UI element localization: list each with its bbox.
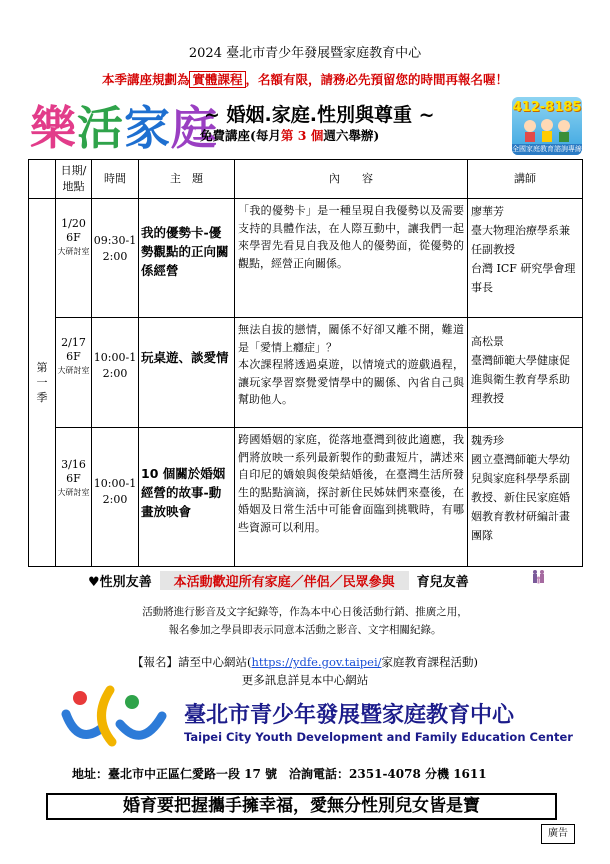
header-date: 日期/地點 (56, 160, 92, 199)
hotline-badge (512, 97, 582, 155)
table-row (29, 318, 583, 428)
session-content: 「我的優勢卡」是一種呈現自我優勢以及需要支持的具體作法，在人際互動中，讓我們一起來學習先看見自我及他人的優勢面，從優勢的觀點，經營正向關係。 (235, 199, 468, 318)
ad-label: 廣告 (541, 824, 575, 844)
address-contact: 地址：臺北市中正區仁愛路一段 17 號 洽詢電話：2351-4078 分機 1611 (72, 767, 487, 781)
signup-suffix: 家庭教育課程活動) (381, 655, 479, 669)
session-lecturer: 高松景 臺灣師範大學健康促進與衛生教育學系助理教授 (468, 318, 583, 428)
family-icon (531, 569, 547, 585)
table-header-row (29, 160, 583, 199)
welcome-all-text: 本活動歡迎所有家庭／伴侶／民眾參與 (160, 571, 409, 590)
session-content: 無法自拔的戀情，關係不好卻又離不開，難道是「愛情上癮症」？ 本次課程將透過桌遊，以情境式的遊戲過程，讓玩家學習察覺愛情學中的關係、內省自己與幫助他人。 (235, 318, 468, 428)
table-row (29, 199, 583, 318)
session-date: 3/16 6F 大研討室 (56, 428, 92, 567)
notice-banner (0, 70, 610, 88)
organization-name-zh: 臺北市青少年發展暨家庭教育中心 (184, 703, 515, 728)
free-prefix: 免費講座(每月 (200, 128, 281, 143)
session-lecturer: 廖華芳 臺大物理治療學系兼任副教授 台灣 ICF 研究學會理事長 (468, 199, 583, 318)
header-time: 時間 (92, 160, 139, 199)
gender-friendly-label: ♥性別友善 (88, 575, 152, 590)
slogan-box: 婚育要把握攜手擁幸福，愛無分性別兒女皆是寶 (46, 793, 557, 820)
notice-text-after: ，名額有限，請務必先預留您的時間再報名喔！ (245, 72, 509, 87)
brand-logo-text (30, 92, 218, 158)
center-logo-icon (58, 684, 170, 756)
brand-char-1: 樂 (30, 101, 77, 155)
recording-notice-line1: 活動將進行影音及文字紀錄等，作為本中心日後活動行銷、推廣之用， (142, 606, 468, 618)
session-time: 10:00-12:00 (92, 318, 139, 428)
header-lecturer: 講師 (468, 160, 583, 199)
series-subtitle: ~ 婚姻.家庭.性別與尊重 ~ (204, 104, 435, 126)
hotline-caption: 全國家庭教育諮詢專線 (512, 145, 582, 153)
brand-char-3: 家 (124, 101, 171, 155)
session-date: 2/17 6F 大研討室 (56, 318, 92, 428)
season-label: 第一季 (29, 199, 56, 567)
brand-char-4: 庭 (171, 101, 218, 155)
recording-notice-line2: 報名參加之學員即表示同意本活動之影音、文字相關紀錄。 (168, 624, 442, 636)
session-time: 09:30-12:00 (92, 199, 139, 318)
session-lecturer: 魏秀珍 國立臺灣師範大學幼兒與家庭科學學系副教授、新住民家庭婚姻教育教材研編計畫團隊 (468, 428, 583, 567)
free-highlight: 第 3 個 (280, 128, 324, 143)
header-topic: 主 題 (139, 160, 235, 199)
free-lecture-note (200, 126, 379, 144)
more-info-text: 更多訊息詳見本中心網站 (241, 673, 369, 687)
session-content: 跨國婚姻的家庭，從落地臺灣到彼此適應，我們將放映一系列最新製作的動畫短片，講述來自印尼的嬌娘與俊榮結婚後，在臺灣生活所發生的點點滴滴，探討新住民姊妹們來臺後，在婚姻及日常生活中可能會面臨到挑戰時，有哪些資源可以利用。 (235, 428, 468, 567)
session-date: 1/20 6F 大研討室 (56, 199, 92, 318)
brand-char-2: 活 (77, 101, 124, 155)
notice-boxed-text: 實體課程 (189, 71, 245, 88)
parenting-friendly-label: 育兒友善 (416, 575, 469, 590)
friendly-banner (88, 571, 469, 590)
session-topic: 我的優勢卡-優勢觀點的正向關係經營 (139, 199, 235, 318)
org-title: 2024 臺北市青少年發展暨家庭教育中心 (188, 46, 422, 61)
organization-name-en: Taipei City Youth Development and Family Education Center (184, 730, 573, 744)
signup-prefix: 【報名】請至中心網站( (131, 655, 252, 669)
children-illustration-icon (518, 117, 576, 143)
header-season-blank (29, 160, 56, 199)
header-content: 內 容 (235, 160, 468, 199)
website-link[interactable]: https://ydfe.gov.taipei/ (251, 655, 382, 669)
free-suffix: 週六舉辦) (323, 128, 380, 143)
session-topic: 10 個關於婚姻經營的故事-動畫放映會 (139, 428, 235, 567)
notice-text-before: 本季講座規劃為 (101, 72, 190, 87)
schedule-table (28, 159, 583, 567)
session-time: 10:00-12:00 (92, 428, 139, 567)
session-topic: 玩桌遊、談愛情 (139, 318, 235, 428)
table-row (29, 428, 583, 567)
hotline-number: 412-8185 (512, 100, 582, 115)
recording-notice (0, 603, 610, 639)
